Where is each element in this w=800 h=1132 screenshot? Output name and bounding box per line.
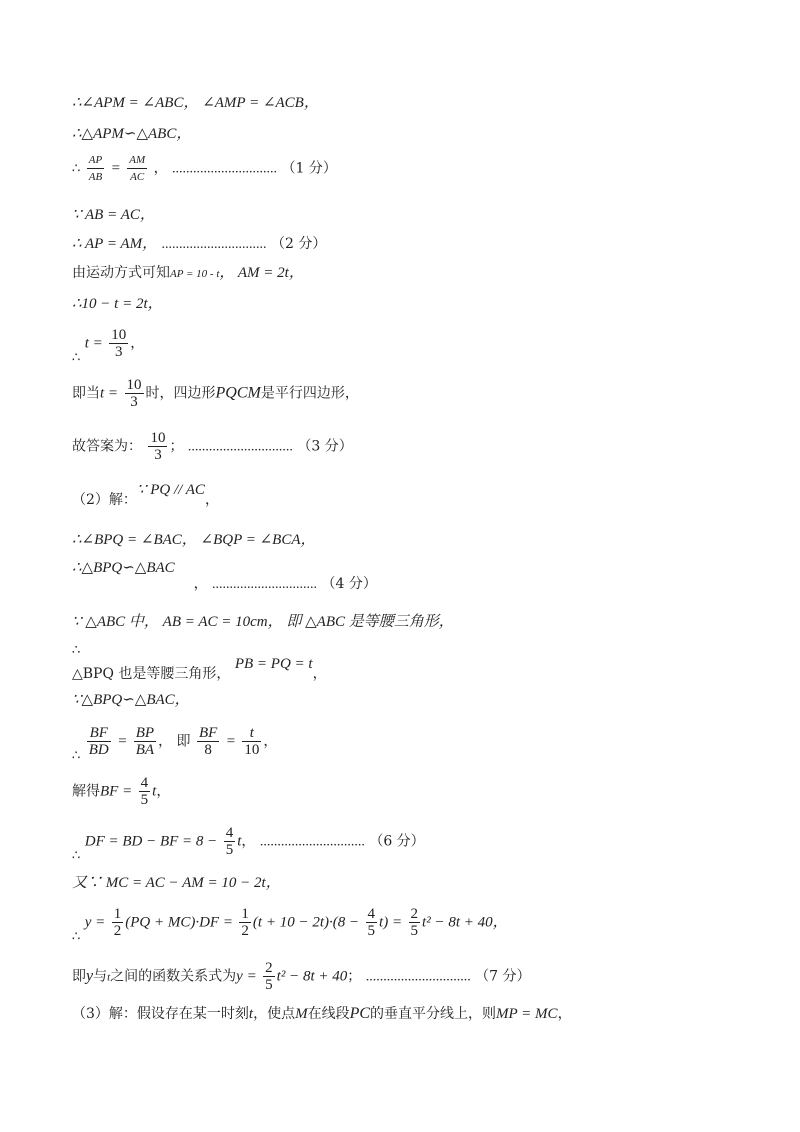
dot-leader: .............................. [187,439,293,455]
denominator: BA [135,742,155,758]
math-text: ∵△BPQ∽△BAC， [72,692,190,708]
text: 的垂直平分线上，则 [370,1006,497,1022]
math-text: 又∵ MC = AC − AM = 10 − 2t， [72,875,281,891]
denominator: 10 [244,742,260,758]
numerator: 4 [140,775,149,791]
fraction [112,906,124,939]
text: 在线段 [307,1006,350,1022]
math-text: DF = BD − BF = 8 − [84,833,218,850]
proof-line-1 [72,93,319,113]
proof-line-11 [72,480,219,510]
proof-line-10 [72,430,353,463]
fraction [263,960,275,993]
math-text: ∴ AP = AM， [72,236,158,252]
therefore-symbol: ∴ [72,350,81,366]
proof-line-18 [72,775,170,808]
fraction [148,430,167,463]
numerator: 1 [113,906,122,922]
proof-line-20 [72,873,281,893]
therefore-symbol: ∴ [72,161,81,177]
text: △BPQ 也是等腰三角形， [72,666,231,682]
numerator: 4 [225,825,234,841]
fraction [242,725,261,758]
text: 之间的函数关系式为 [110,968,237,985]
denominator: 5 [367,923,376,939]
therefore-symbol: ∴ [72,643,81,658]
fraction [197,725,219,758]
score-label: （3 分） [297,438,353,455]
proof-line-8 [72,327,144,369]
math-text: (PQ + MC)·DF = [125,914,233,931]
math-text: BF = [100,783,133,800]
math-var: t [152,783,157,800]
punctuation: ， [263,733,278,750]
math-text: y = [236,968,257,985]
punctuation: ， [156,783,171,800]
math-text: ∴10 − t = 2t， [72,296,163,312]
punctuation: ， [312,666,327,682]
math-text: y = [84,914,106,931]
math-text: t = [100,385,119,402]
denominator: 5 [140,792,149,808]
fraction [109,327,128,360]
proof-line-13 [72,558,377,595]
denominator: AC [130,171,145,183]
numerator: BF [199,725,218,741]
text: （2）解： [72,492,137,508]
text: 即 [72,968,86,985]
numerator: AP [87,152,104,169]
text: 由运动方式可知 [72,265,170,281]
punctuation: ， [193,576,208,592]
text: 时，四边形 [145,385,216,402]
numerator: 4 [367,906,376,922]
fraction [127,152,147,185]
math-text: ∴△BPQ∽△BAC [72,560,175,576]
fraction [87,725,111,758]
fraction [139,775,151,808]
punctuation: ， [204,492,219,508]
text: 与 [93,968,108,985]
denominator: 5 [410,923,419,939]
proof-line-5 [72,234,326,255]
math-var: PQCM [215,384,261,402]
text: 是平行四边形， [260,385,359,402]
math-var: PC [349,1005,371,1022]
math-text: t = [84,335,103,352]
denominator: 2 [241,923,249,939]
numerator: 2 [265,960,273,976]
math-text: ∴△APM∽△ABC， [72,126,192,142]
numerator: 1 [241,906,249,922]
numerator: BP [135,725,155,741]
math-text: ∴∠APM = ∠ABC， ∠AMP = ∠ACB， [72,95,319,111]
score-label: （4 分） [321,576,377,592]
math-text: (t + 10 − 2t)·(8 − [252,914,360,931]
math-text: ∵ △ABC 中， AB = AC = 10cm， 即 △ABC 是等腰三角形， [72,614,454,630]
proof-line-19 [72,825,425,867]
proof-line-3: ∴ $\frac{AP}{AB}$ = $\frac{AM}{AC}$ ， .............................. （1 分） [72,154,337,183]
numerator: 10 [111,327,127,343]
dot-leader: .............................. [259,834,365,850]
text: 故答案为： [72,438,142,455]
score-label: （6 分） [369,833,425,850]
math-text: t² − 8t + 40， [422,914,508,931]
math-text: t² − 8t + 40 [276,968,348,985]
fraction [134,725,156,758]
math-var: t [107,971,111,984]
proof-line-7 [72,294,163,314]
math-text: MP = MC [496,1006,558,1022]
fraction [125,377,144,410]
math-text: PB = PQ = t [234,656,313,672]
dot-leader: .............................. [212,577,318,592]
proof-line-22 [72,960,531,993]
punctuation: ， [557,1006,572,1022]
therefore-symbol: ∴ [72,929,81,945]
numerator: 10 [126,377,142,393]
denominator: 3 [114,344,123,360]
text: （3）解：假设存在某一时刻 [72,1006,249,1022]
numerator: 2 [410,906,419,922]
math-text: ∵ PQ // AC [136,482,205,498]
text: 即当 [72,385,100,402]
text: 解得 [72,783,100,800]
math-text: t) = [379,914,403,931]
dot-leader: .............................. [161,237,267,252]
math-var: M [295,1006,308,1022]
math-text: ∵ AB = AC， [72,207,155,223]
score-label: （2 分） [271,236,327,252]
dot-leader: .............................. [365,969,471,985]
denominator: 8 [204,742,212,758]
proof-line-16 [72,690,190,710]
proof-line-12 [72,530,316,550]
text: ，使点 [253,1006,296,1022]
denominator: 3 [130,394,138,410]
dot-leader: .............................. [172,161,278,177]
punctuation: ， [241,833,256,850]
therefore-symbol: ∴ [72,748,81,764]
numerator: AM [127,152,147,169]
therefore-symbol: ∴ [72,848,81,864]
math-var: y [86,967,94,985]
denominator: BD [88,742,109,758]
proof-line-9 [72,377,359,410]
punctuation: ， [130,335,145,352]
denominator: AB [88,171,103,183]
numerator: t [242,725,261,742]
math-var: t [248,1006,254,1022]
numerator: BF [87,725,111,742]
fraction [224,825,236,858]
proof-line-21 [72,906,508,948]
proof-line-23 [72,1004,572,1024]
score-label: （1 分） [281,160,337,177]
fraction [239,906,251,939]
proof-line-2 [72,124,191,144]
proof-line-14 [72,612,454,632]
punctuation: ， [153,160,168,177]
denominator: 5 [265,977,273,993]
math-var: t [237,833,242,850]
math-text: AP = 10 - t [170,268,220,280]
fraction [87,152,104,185]
numerator: 10 [150,430,166,446]
math-text: ∴∠BPQ = ∠BAC， ∠BQP = ∠BCA， [72,532,316,548]
denominator: 2 [113,923,122,939]
punctuation: ； [347,968,362,985]
text: ， 即 [158,733,191,750]
denominator: 5 [225,842,234,858]
fraction [409,906,421,939]
punctuation: ； [169,438,184,455]
denominator: 3 [154,447,162,463]
math-text: ， AM = 2t， [219,265,304,281]
proof-line-4 [72,205,155,225]
proof-line-15 [72,654,327,684]
score-label: （7 分） [475,968,531,985]
proof-line-6 [72,263,304,284]
proof-line-17: ∴ $\frac{BF}{BD}$ = $\frac{BP}{BA}$ ， 即 $\frac{BF}{8}$ = $\frac{t}{10}$ ， [72,725,278,764]
fraction [366,906,378,939]
